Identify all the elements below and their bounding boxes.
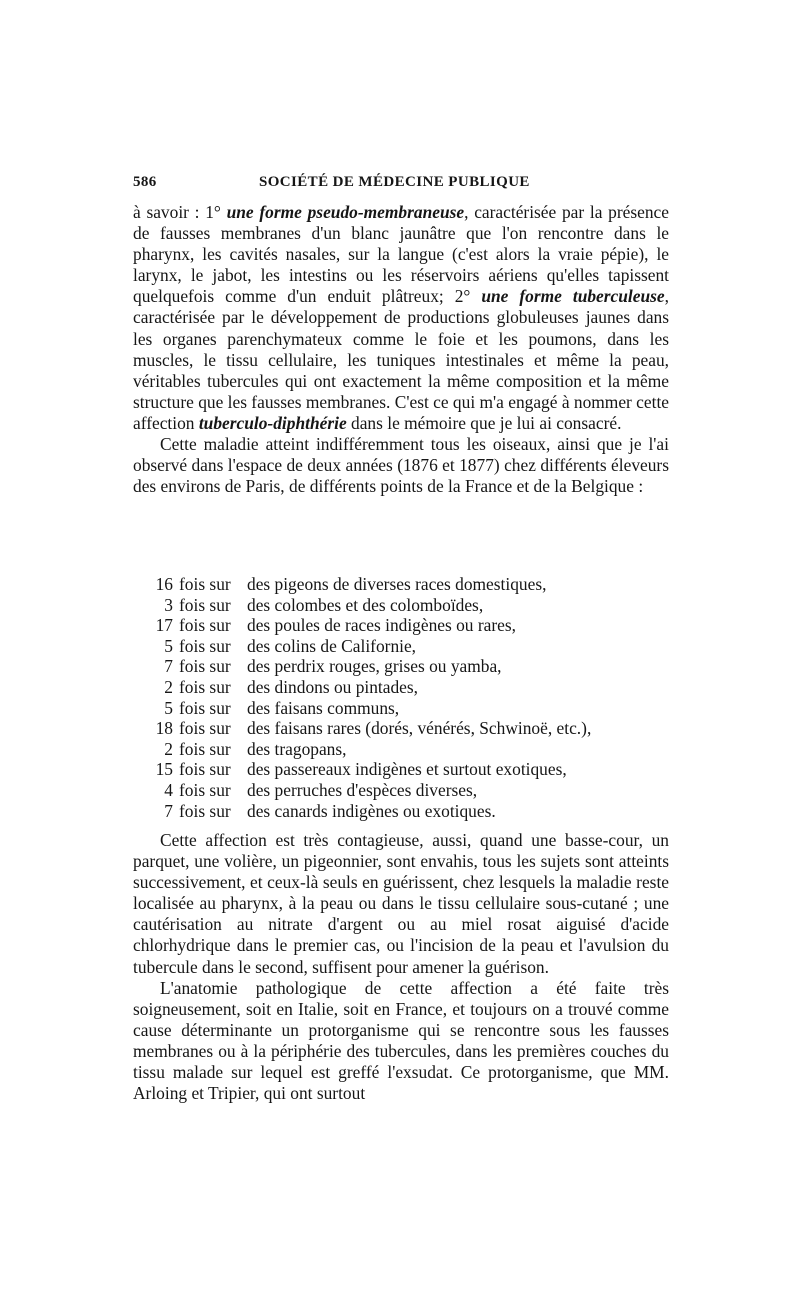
list-item-fois: fois sur xyxy=(179,656,231,677)
list-item-desc: des tragopans, xyxy=(247,738,347,759)
list-item-count: 15 xyxy=(155,759,173,780)
list-item xyxy=(150,595,650,616)
paragraph-anatomie: L'anatomie pathologique de cette affection a été faite très soigneusement, soit en Italie, soit en France, et toujours on a trouvé comme cause déterminante un protorganisme qui se rencontre sous les fausses membranes ou à la périphérie des tubercules, dans les premières couches du tissu malade sur lequel est greffé l'exsudat. Ce protorganisme, que MM. Arloing et Tripier, qui ont surtout xyxy=(133,977,669,1104)
list-item-desc: des faisans communs, xyxy=(247,697,400,718)
list-item-count: 16 xyxy=(155,574,173,594)
running-head xyxy=(133,174,678,196)
para1-emphasis-tuberculo-diphtherie: tuberculo-diphthérie xyxy=(198,412,347,433)
list-item-fois: fois sur xyxy=(179,718,231,739)
list-item xyxy=(150,615,650,636)
para1-text-4: dans le mémoire que je lui ai consacré. xyxy=(346,412,622,433)
list-item-fois: fois sur xyxy=(179,738,231,759)
list-item-count: 18 xyxy=(155,718,173,739)
list-item xyxy=(150,636,650,657)
list-item-desc: des passereaux indigènes et surtout exotiques, xyxy=(247,759,567,780)
running-title: SOCIÉTÉ DE MÉDECINE PUBLIQUE xyxy=(259,174,530,190)
list-item-fois: fois sur xyxy=(179,779,231,800)
list-item-count: 7 xyxy=(164,656,173,677)
paragraph-contagion: Cette affection est très contagieuse, aussi, quand une basse-cour, un parquet, une volière, un pigeonnier, sont envahis, tous les sujets sont atteints successivement, et ceux-là seuls en guérissent, chez lesquels la maladie reste localisée au pharynx, à la peau ou dans le tissu cellulaire sous-cutané ; une cautérisation au nitrate d'argent ou au miel rosat aiguisé d'acide chlorhydrique dans le premier cas, ou l'incision de la peau et l'avulsion du tubercule dans le second, suffisent pour amener la guérison. xyxy=(133,830,669,977)
list-item-count: 5 xyxy=(164,697,173,718)
list-item-count: 7 xyxy=(164,800,173,821)
list-item-count: 5 xyxy=(164,635,173,656)
list-item xyxy=(150,656,650,677)
list-item xyxy=(150,574,650,595)
list-item-desc: des colombes et des colomboïdes, xyxy=(247,594,484,615)
list-item-desc: des dindons ou pintades, xyxy=(247,676,418,697)
para1-emphasis-pseudo-membraneuse: une forme pseudo-membraneuse xyxy=(226,202,465,222)
list-item-fois: fois sur xyxy=(179,615,231,636)
list-item-desc: des perdrix rouges, grises ou yamba, xyxy=(247,656,502,677)
list-item-desc: des poules de races indigènes ou rares, xyxy=(247,615,516,636)
list-item-desc: des canards indigènes ou exotiques. xyxy=(247,800,496,821)
list-item-desc: des colins de Californie, xyxy=(247,635,417,656)
list-item-count: 3 xyxy=(164,594,173,615)
list-item xyxy=(150,718,650,739)
list-item-desc: des perruches d'espèces diverses, xyxy=(247,779,478,800)
text-block-top xyxy=(133,202,669,497)
list-item-fois: fois sur xyxy=(179,697,231,718)
page-number: 586 xyxy=(133,174,157,190)
list-item xyxy=(150,698,650,719)
text-block-bottom xyxy=(133,830,669,1104)
list-item xyxy=(150,739,650,760)
list-item-desc: des pigeons de diverses races domestiques, xyxy=(247,574,547,594)
para1-text-1: à savoir : 1° xyxy=(133,202,227,222)
list-item-count: 17 xyxy=(155,615,173,636)
paragraph-maladie: Cette maladie atteint indifféremment tous les oiseaux, ainsi que je l'ai observé dans l'espace de deux années (1876 et 1877) chez différents éleveurs des environs de Paris, de différents points de la France et de la Belgique : xyxy=(133,434,669,497)
list-item-fois: fois sur xyxy=(179,759,231,780)
list-item-count: 4 xyxy=(164,779,173,800)
list-item-desc: des faisans rares (dorés, vénérés, Schwinoë, etc.), xyxy=(247,718,592,739)
list-item-fois: fois sur xyxy=(179,594,231,615)
list-item-fois: fois sur xyxy=(179,635,231,656)
list-item-count: 2 xyxy=(164,738,173,759)
list-item xyxy=(150,759,650,780)
list-item xyxy=(150,780,650,801)
para1-emphasis-tuberculeuse: une forme tuberculeuse xyxy=(481,286,665,307)
paragraph-forms xyxy=(133,202,669,434)
case-list xyxy=(150,574,650,821)
list-item-fois: fois sur xyxy=(179,574,231,594)
list-item-fois: fois sur xyxy=(179,676,231,697)
para1-text-3: , caractérisée par le développement de productions globuleuses jaunes dans les organes parenchymateux comme le foie et les poumons, dans les muscles, le tissu cellulaire, les tuniques intestinales et même la peau, véritables tubercules qui ont exactement la même composition et la même structure que les fausses membranes. C'est ce qui m'a engagé à nommer cette affection xyxy=(133,286,670,433)
list-item xyxy=(150,677,650,698)
para1-text-2: , caractérisée par la présence de fausses membranes d'un blanc jaunâtre que l'on rencontre dans le pharynx, les cavités nasales, sur la langue (c'est alors la vraie pépie), le larynx, le jabot, les intestins ou les réservoirs aériens qu'elles tapissent quelquefois comme d'un enduit plâtreux; 2° xyxy=(133,202,669,307)
list-item xyxy=(150,801,650,822)
list-item-fois: fois sur xyxy=(179,800,231,821)
list-item-count: 2 xyxy=(164,676,173,697)
